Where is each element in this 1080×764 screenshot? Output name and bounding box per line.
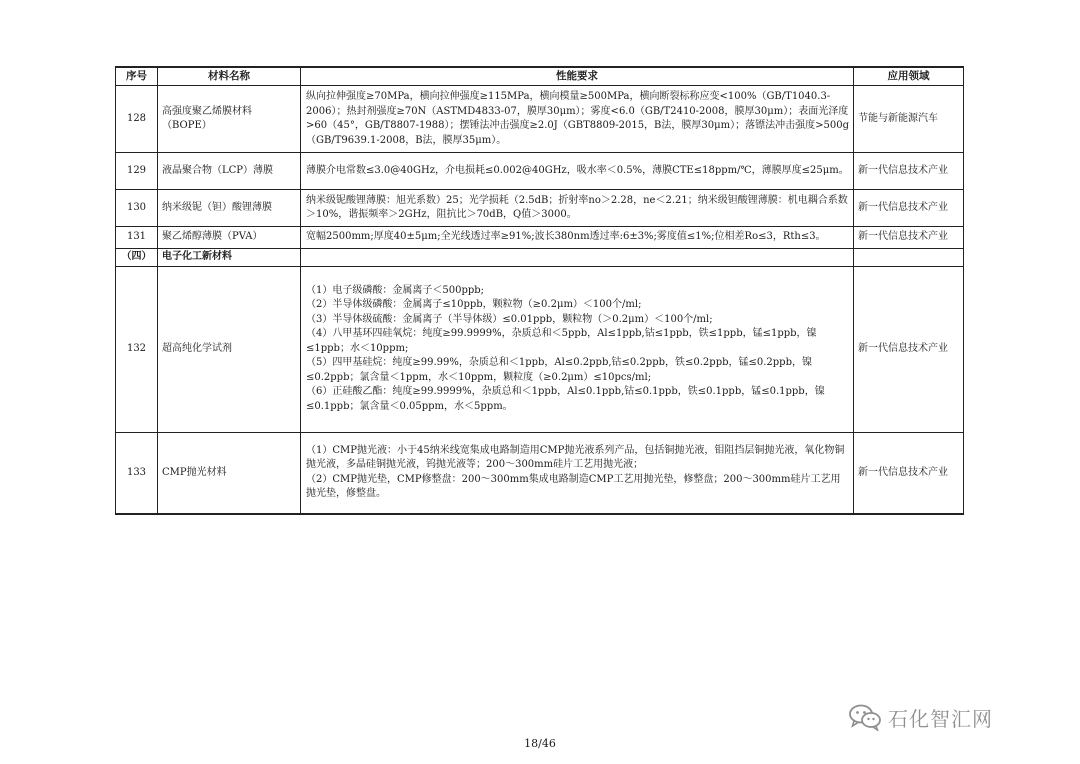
- performance-requirements: [301, 266, 854, 432]
- application-field: 新一代信息技术产业: [854, 190, 964, 227]
- application-field: 新一代信息技术产业: [854, 227, 964, 249]
- header-material-name: 材料名称: [158, 67, 301, 86]
- requirement-line: （1）CMP抛光液：小于45纳米线宽集成电路制造用CMP抛光液系列产品，包括铜抛光液，钼阻挡层铜抛光液，氧化物铜抛光液，多晶硅铜抛光液，钨抛光液等；200～300mm硅片工艺用抛光液；: [306, 444, 845, 471]
- material-name: 液晶聚合物（LCP）薄膜: [158, 153, 301, 190]
- requirement-line: 纳米级铌酸锂薄膜：旭光系数）25；光学损耗（2.5dB；折射率no＞2.28，ne＜2.21；纳米级钽酸锂薄膜：机电耦合系数＞10%，谐振频率＞2GHz，阻抗比＞70dB，Q值＞3000。: [306, 194, 848, 221]
- table-row: [116, 266, 964, 432]
- table-row: [116, 227, 964, 249]
- header-no: 序号: [116, 67, 158, 86]
- requirement-line: （5）四甲基硅烷：纯度≥99.99%，杂质总和＜1ppb，Al≤0.2ppb,钴≤0.2ppb，铁≤0.2ppb，锰≤0.2ppb，镍≤0.2ppb；氯含量＜1ppm，水＜10ppm，颗粒度（≥0.2μm）≤10pcs/ml;: [306, 357, 812, 383]
- table-row: [116, 86, 964, 153]
- header-application-field: 应用领域: [854, 67, 964, 86]
- table-header-row: [116, 67, 964, 86]
- row-number: 128: [116, 86, 158, 153]
- section-row: [116, 249, 964, 267]
- application-field: 新一代信息技术产业: [854, 153, 964, 190]
- material-name: CMP抛光材料: [158, 432, 301, 514]
- row-number: 132: [116, 266, 158, 432]
- requirement-line: 薄膜介电常数≤3.0@40GHz，介电损耗≤0.002@40GHz，吸水率＜0.5%，薄膜CTE≤18ppm/℃，薄膜厚度≤25μm。: [306, 164, 849, 176]
- wechat-icon: [848, 703, 882, 731]
- application-field: 新一代信息技术产业: [854, 432, 964, 514]
- section-empty-cell: [854, 249, 964, 267]
- header-requirements: 性能要求: [301, 67, 854, 86]
- requirement-line: （2）CMP抛光垫，CMP修整盘：200～300mm集成电路制造CMP工艺用抛光垫，修整盘；200～300mm硅片工艺用抛光垫，修整盘。: [306, 473, 841, 500]
- requirement-line: （2）半导体级磷酸：金属离子≤10ppb，颗粒物（≥0.2μm）＜100个/ml;: [306, 299, 642, 311]
- requirement-line: （3）半导体级硫酸：金属离子（半导体级）≤0.01ppb，颗粒物（＞0.2μm）＜100个/ml;: [306, 313, 713, 325]
- requirement-line: 宽幅2500mm;厚度40±5μm;全光线透过率≥91%;波长380nm透过率:6±3%;雾度值≤1%;位相差Ro≤3，Rth≤3。: [306, 231, 826, 243]
- material-name: 纳米级铌（钽）酸锂薄膜: [158, 190, 301, 227]
- performance-requirements: [301, 86, 854, 153]
- row-number: 130: [116, 190, 158, 227]
- section-number: （四）: [116, 249, 158, 267]
- section-title: 电子化工新材料: [158, 249, 301, 267]
- requirement-line: （4）八甲基环四硅氧烷：纯度≥99.9999%，杂质总和＜5ppb，Al≤1ppb,钴≤1ppb，铁≤1ppb，锰≤1ppb，镍≤1ppb；水＜10ppm;: [306, 328, 817, 354]
- table-row: [116, 153, 964, 190]
- row-number: 129: [116, 153, 158, 190]
- watermark-text: 石化智汇网: [888, 706, 993, 731]
- application-field: 新一代信息技术产业: [854, 266, 964, 432]
- materials-table: [115, 66, 964, 515]
- material-name: 聚乙烯醇薄膜（PVA）: [158, 227, 301, 249]
- material-name: 超高纯化学试剂: [158, 266, 301, 432]
- performance-requirements: [301, 432, 854, 514]
- page-number: 18/46: [524, 737, 556, 750]
- table-row: [116, 432, 964, 514]
- row-number: 133: [116, 432, 158, 514]
- performance-requirements: [301, 190, 854, 227]
- watermark: [848, 702, 993, 732]
- row-number: 131: [116, 227, 158, 249]
- table-row: [116, 190, 964, 227]
- performance-requirements: [301, 153, 854, 190]
- requirement-line: 纵向拉伸强度≥70MPa，横向拉伸强度≥115MPa，横向模量≥500MPa，横向断裂标称应变<100%（GB/T1040.3-2006）；热封剂强度≥70N（ASTMD4833-07，膜厚30μm）；雾度<6.0（GB/T2410-2008，膜厚30μm）；表面光泽度>60（45°，GB/T8807-1988）；摆锤法冲击强度≥2.0J（GBT8809-2015，B法，膜厚30μm）；落镖法冲击强度>500g（GB/T9639.1-2008，B法，膜厚35μm）。: [306, 91, 849, 146]
- requirement-line: （1）电子级磷酸：金属离子＜500ppb;: [306, 284, 485, 296]
- application-field: 节能与新能源汽车: [854, 86, 964, 153]
- performance-requirements: [301, 227, 854, 249]
- material-name: 高强度聚乙烯膜材料（BOPE）: [158, 86, 301, 153]
- section-empty-cell: [301, 249, 854, 267]
- requirement-line: （6）正硅酸乙酯：纯度≥99.9999%，杂质总和＜1ppb，Al≤0.1ppb,钴≤0.1ppb，铁≤0.1ppb，锰≤0.1ppb，镍≤0.1ppb；氯含量＜0.05ppm，水＜5ppm。: [306, 386, 825, 412]
